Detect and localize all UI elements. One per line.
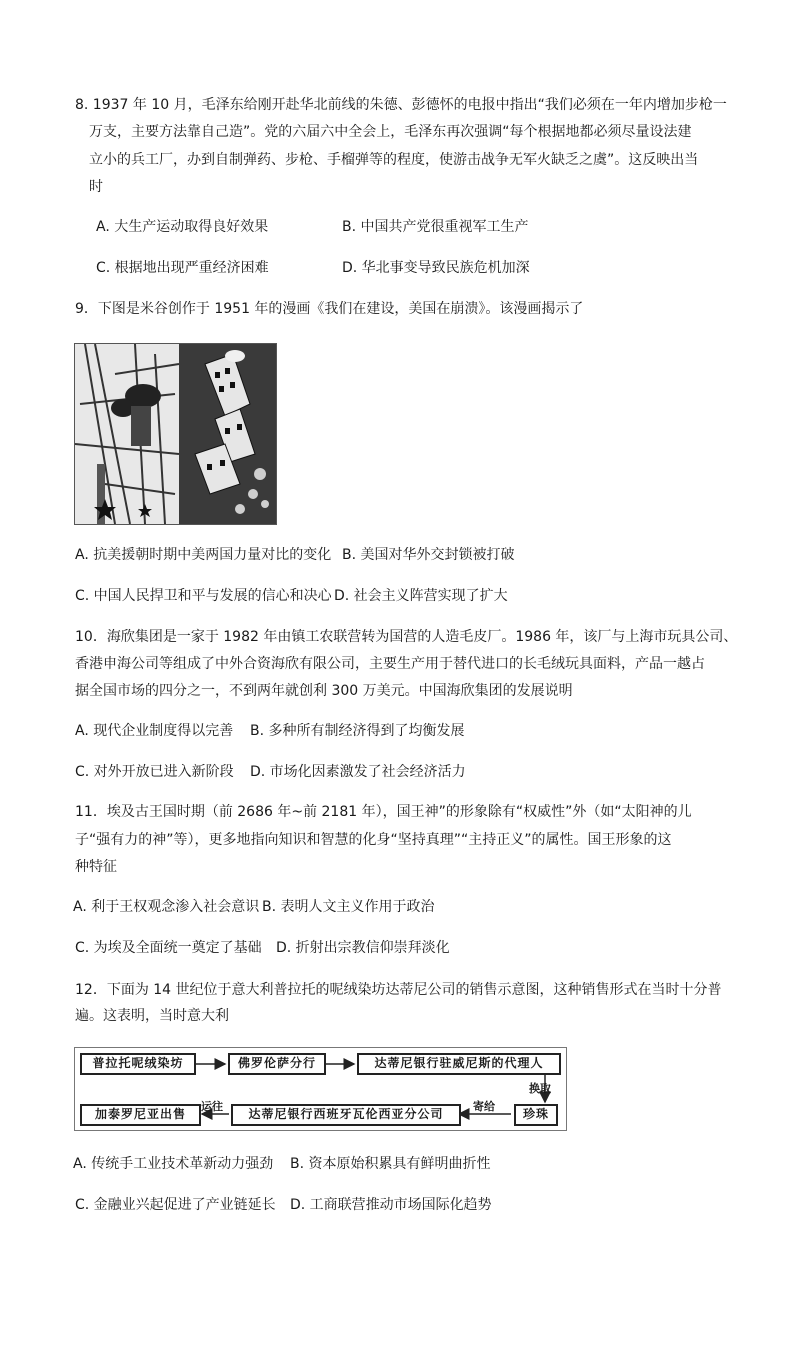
q9-option-a: A. 抗美援朝时期中美两国力量对比的变化 — [75, 547, 332, 563]
q11-option-b: B. 表明人文主义作用于政治 — [262, 899, 435, 915]
q10-option-c: C. 对外开放已进入新阶段 — [75, 764, 234, 780]
q10-option-b: B. 多种所有制经济得到了均衡发展 — [250, 723, 465, 739]
q12-option-d: D. 工商联营推动市场国际化趋势 — [290, 1197, 492, 1213]
sales-flow-diagram — [74, 1047, 567, 1131]
flow-box-prato-dyeworks: 普拉托呢绒染坊 — [80, 1053, 196, 1075]
flow-box-pearls: 珍珠 — [514, 1104, 558, 1126]
q9-option-b: B. 美国对华外交封锁被打破 — [342, 547, 515, 563]
q8-stem-line-1: 8. 1937 年 10 月，毛泽东给刚开赴华北前线的朱德、彭德怀的电报中指出“我们必须在一年内增加步枪一 — [75, 97, 727, 113]
q12-stem-line-1: 12．下面为 14 世纪位于意大利普拉托的呢绒染坊达蒂尼公司的销售示意图，这种销售形式在当时十分普 — [75, 982, 722, 998]
q9-stem: 9．下图是米谷创作于 1951 年的漫画《我们在建设，美国在崩溃》。该漫画揭示了 — [75, 301, 584, 317]
q12-option-b: B. 资本原始积累具有鲜明曲折性 — [290, 1156, 491, 1172]
q10-stem-line-2: 香港申海公司等组成了中外合资海欣有限公司，主要生产用于替代进口的长毛绒玩具面料，产品一越占 — [75, 656, 705, 672]
q8-option-b: B. 中国共产党很重视军工生产 — [342, 219, 529, 235]
q8-stem-line-4: 时 — [89, 179, 103, 195]
q8-option-a: A. 大生产运动取得良好效果 — [96, 219, 269, 235]
q12-option-a: A. 传统手工业技术革新动力强劲 — [73, 1156, 274, 1172]
q11-stem-line-1: 11．埃及古王国时期（前 2686 年~前 2181 年），国王神”的形象除有“权威性”外（如“太阳神的儿 — [75, 804, 692, 820]
q11-stem-line-2: 子“强有力的神”等），更多地指向知识和智慧的化身“坚持真理”“主持正义”的属性。国王形象的这 — [75, 832, 672, 848]
q12-option-c: C. 金融业兴起促进了产业链延长 — [75, 1197, 276, 1213]
q8-stem-line-3: 立小的兵工厂，办到自制弹药、步枪、手榴弹等的程度，使游击战争无军火缺乏之虞”。这反映出当 — [89, 152, 699, 168]
q11-option-a: A. 利于王权观念渗入社会意识 — [73, 899, 260, 915]
q12-stem-line-2: 遍。这表明，当时意大利 — [75, 1008, 229, 1024]
flow-box-catalonia-sale: 加泰罗尼亚出售 — [80, 1104, 201, 1126]
q10-option-d: D. 市场化因素激发了社会经济活力 — [250, 764, 466, 780]
q8-option-d: D. 华北事变导致民族危机加深 — [342, 260, 530, 276]
flow-label-send: 寄给 — [473, 1100, 495, 1113]
flow-box-valencia-branch: 达蒂尼银行西班牙瓦伦西亚分公司 — [231, 1104, 461, 1126]
q8-stem-line-2: 万支，主要方法靠自己造”。党的六届六中全会上，毛泽东再次强调“每个根据地都必须尽量设法建 — [89, 124, 692, 140]
q10-stem-line-3: 据全国市场的四分之一，不到两年就创利 300 万美元。中国海欣集团的发展说明 — [75, 683, 573, 699]
flow-box-florence-branch: 佛罗伦萨分行 — [228, 1053, 326, 1075]
q9-option-c: C. 中国人民捍卫和平与发展的信心和决心 — [75, 588, 332, 604]
flow-box-venice-agent: 达蒂尼银行驻威尼斯的代理人 — [357, 1053, 561, 1075]
q10-option-a: A. 现代企业制度得以完善 — [75, 723, 234, 739]
q9-option-d: D. 社会主义阵营实现了扩大 — [334, 588, 508, 604]
flow-label-ship: 运往 — [201, 1100, 223, 1113]
q10-stem-line-1: 10．海欣集团是一家于 1982 年由镇工农联营转为国营的人造毛皮厂。1986 年，该厂与上海市玩具公司、 — [75, 629, 738, 645]
q11-stem-line-3: 种特征 — [75, 859, 117, 875]
q11-option-d: D. 折射出宗教信仰崇拜淡化 — [276, 940, 450, 956]
q11-option-c: C. 为埃及全面统一奠定了基础 — [75, 940, 262, 956]
cartoon-illustration — [75, 344, 276, 524]
q8-option-c: C. 根据地出现严重经济困难 — [96, 260, 269, 276]
flow-label-exchange: 换取 — [529, 1082, 551, 1095]
cartoon-image — [74, 343, 277, 525]
